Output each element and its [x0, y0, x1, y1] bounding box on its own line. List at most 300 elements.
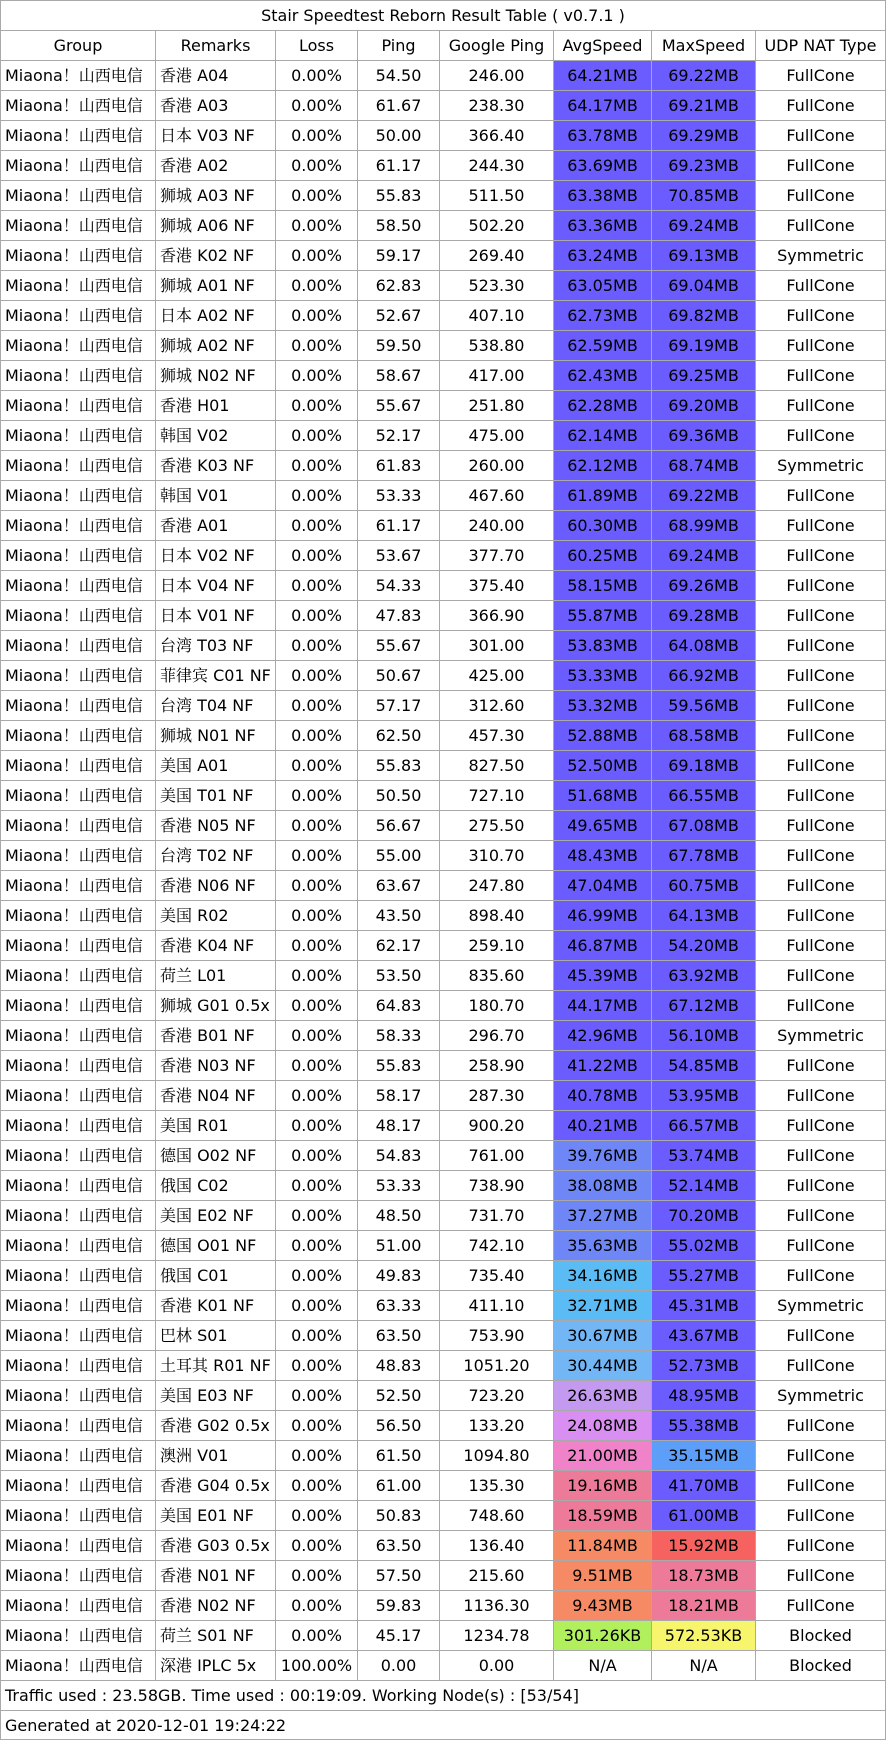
- cell-group: Miaona！山西电信: [1, 1321, 156, 1350]
- cell-google-ping: 244.30: [440, 151, 554, 180]
- cell-remarks: 狮城 N01 NF: [156, 721, 276, 750]
- cell-udp-nat-type: FullCone: [786, 876, 855, 895]
- cell-avg-speed: 301.26KB: [554, 1621, 652, 1650]
- cell-google-ping: 407.10: [440, 301, 554, 330]
- cell-group: Miaona！山西电信: [1, 721, 156, 750]
- cell-google-ping: 425.00: [440, 661, 554, 690]
- cell-loss: 0.00%: [276, 1111, 358, 1140]
- table-row: [1, 871, 885, 901]
- cell-max-speed: 56.10MB: [652, 1021, 756, 1050]
- cell-avg-speed: 63.36MB: [554, 211, 652, 240]
- header-avg-speed: AvgSpeed: [554, 31, 652, 60]
- table-row: [1, 1531, 885, 1561]
- cell-group: Miaona！山西电信: [1, 1141, 156, 1170]
- cell-ping: 61.50: [358, 1441, 440, 1470]
- cell-group: Miaona！山西电信: [1, 1471, 156, 1500]
- cell-avg-speed: 26.63MB: [554, 1381, 652, 1410]
- cell-udp-nat-type: FullCone: [786, 606, 855, 625]
- cell-group: Miaona！山西电信: [1, 61, 156, 90]
- cell-udp-nat-type: Symmetric: [777, 1296, 864, 1315]
- cell-remarks: 韩国 V01: [156, 481, 276, 510]
- cell-ping: 45.17: [358, 1621, 440, 1650]
- header-udp-nat-type: UDP NAT Type: [764, 36, 877, 55]
- cell-google-ping: 312.60: [440, 691, 554, 720]
- cell-group: Miaona！山西电信: [1, 1501, 156, 1530]
- cell-loss: 0.00%: [276, 391, 358, 420]
- cell-remarks: 香港 K03 NF: [156, 451, 276, 480]
- cell-udp-nat-type: FullCone: [786, 1206, 855, 1225]
- cell-ping: 55.00: [358, 841, 440, 870]
- cell-google-ping: 275.50: [440, 811, 554, 840]
- cell-google-ping: 260.00: [440, 451, 554, 480]
- cell-group: Miaona！山西电信: [1, 1021, 156, 1050]
- cell-max-speed: 54.85MB: [652, 1051, 756, 1080]
- cell-avg-speed: 49.65MB: [554, 811, 652, 840]
- cell-remarks: 狮城 A01 NF: [156, 271, 276, 300]
- cell-ping: 55.83: [358, 181, 440, 210]
- header-max-speed: MaxSpeed: [652, 31, 756, 60]
- cell-max-speed: 55.02MB: [652, 1231, 756, 1260]
- cell-remarks: 香港 A03: [156, 91, 276, 120]
- cell-group: Miaona！山西电信: [1, 91, 156, 120]
- cell-ping: 57.50: [358, 1561, 440, 1590]
- cell-loss: 0.00%: [276, 1411, 358, 1440]
- cell-max-speed: 48.95MB: [652, 1381, 756, 1410]
- cell-udp-nat-type: FullCone: [786, 546, 855, 565]
- cell-loss: 0.00%: [276, 1441, 358, 1470]
- cell-google-ping: 240.00: [440, 511, 554, 540]
- cell-google-ping: 246.00: [440, 61, 554, 90]
- cell-remarks: 台湾 T04 NF: [156, 691, 276, 720]
- cell-remarks: 日本 V03 NF: [156, 121, 276, 150]
- cell-loss: 0.00%: [276, 901, 358, 930]
- cell-max-speed: 63.92MB: [652, 961, 756, 990]
- table-row: [1, 1501, 885, 1531]
- table-row: [1, 691, 885, 721]
- cell-google-ping: 247.80: [440, 871, 554, 900]
- cell-google-ping: 180.70: [440, 991, 554, 1020]
- cell-max-speed: 54.20MB: [652, 931, 756, 960]
- table-row: [1, 1081, 885, 1111]
- cell-udp-nat-type: FullCone: [786, 666, 855, 685]
- cell-remarks: 香港 N06 NF: [156, 871, 276, 900]
- cell-udp-nat-type: Blocked: [789, 1656, 852, 1675]
- cell-avg-speed: 19.16MB: [554, 1471, 652, 1500]
- cell-loss: 0.00%: [276, 511, 358, 540]
- cell-google-ping: 238.30: [440, 91, 554, 120]
- traffic-summary: Traffic used : 23.58GB. Time used : 00:19:09. Working Node(s) : [53/54]: [5, 1686, 579, 1705]
- cell-max-speed: 61.00MB: [652, 1501, 756, 1530]
- header-row: [1, 31, 885, 61]
- cell-group: Miaona！山西电信: [1, 1531, 156, 1560]
- cell-udp-nat-type: FullCone: [786, 1566, 855, 1585]
- cell-group: Miaona！山西电信: [1, 481, 156, 510]
- cell-udp-nat-type: FullCone: [786, 846, 855, 865]
- cell-google-ping: 900.20: [440, 1111, 554, 1140]
- cell-ping: 61.00: [358, 1471, 440, 1500]
- cell-google-ping: 301.00: [440, 631, 554, 660]
- cell-avg-speed: 35.63MB: [554, 1231, 652, 1260]
- cell-ping: 59.17: [358, 241, 440, 270]
- header-group: Group: [1, 31, 156, 60]
- cell-ping: 52.17: [358, 421, 440, 450]
- cell-google-ping: 735.40: [440, 1261, 554, 1290]
- cell-group: Miaona！山西电信: [1, 931, 156, 960]
- table-row: [1, 421, 885, 451]
- cell-ping: 52.50: [358, 1381, 440, 1410]
- cell-udp-nat-type: Symmetric: [777, 1386, 864, 1405]
- cell-remarks: 荷兰 S01 NF: [156, 1621, 276, 1650]
- cell-group: Miaona！山西电信: [1, 1111, 156, 1140]
- table-row: [1, 1651, 885, 1681]
- cell-udp-nat-type: FullCone: [786, 1236, 855, 1255]
- cell-loss: 0.00%: [276, 1561, 358, 1590]
- table-row: [1, 1621, 885, 1651]
- cell-avg-speed: 62.14MB: [554, 421, 652, 450]
- cell-loss: 0.00%: [276, 1291, 358, 1320]
- cell-udp-nat-type: Symmetric: [777, 456, 864, 475]
- cell-remarks: 美国 E01 NF: [156, 1501, 276, 1530]
- table-row: [1, 1441, 885, 1471]
- cell-remarks: 狮城 A02 NF: [156, 331, 276, 360]
- cell-remarks: 香港 N03 NF: [156, 1051, 276, 1080]
- cell-group: Miaona！山西电信: [1, 271, 156, 300]
- cell-group: Miaona！山西电信: [1, 1351, 156, 1380]
- cell-avg-speed: 30.44MB: [554, 1351, 652, 1380]
- cell-remarks: 土耳其 R01 NF: [156, 1351, 276, 1380]
- cell-group: Miaona！山西电信: [1, 421, 156, 450]
- cell-remarks: 台湾 T03 NF: [156, 631, 276, 660]
- cell-loss: 0.00%: [276, 1471, 358, 1500]
- cell-max-speed: 70.85MB: [652, 181, 756, 210]
- cell-udp-nat-type: FullCone: [786, 966, 855, 985]
- cell-max-speed: 68.58MB: [652, 721, 756, 750]
- cell-google-ping: 0.00: [440, 1651, 554, 1680]
- cell-avg-speed: 62.59MB: [554, 331, 652, 360]
- cell-max-speed: 52.14MB: [652, 1171, 756, 1200]
- cell-ping: 56.50: [358, 1411, 440, 1440]
- cell-avg-speed: 58.15MB: [554, 571, 652, 600]
- cell-loss: 0.00%: [276, 751, 358, 780]
- cell-udp-nat-type: FullCone: [786, 1176, 855, 1195]
- table-row: [1, 781, 885, 811]
- cell-google-ping: 366.90: [440, 601, 554, 630]
- cell-remarks: 俄国 C02: [156, 1171, 276, 1200]
- cell-loss: 0.00%: [276, 1021, 358, 1050]
- cell-ping: 62.83: [358, 271, 440, 300]
- cell-max-speed: 64.13MB: [652, 901, 756, 930]
- cell-remarks: 深港 IPLC 5x: [156, 1651, 276, 1680]
- cell-loss: 0.00%: [276, 1081, 358, 1110]
- cell-udp-nat-type: FullCone: [786, 186, 855, 205]
- cell-google-ping: 1234.78: [440, 1621, 554, 1650]
- cell-max-speed: 60.75MB: [652, 871, 756, 900]
- table-row: [1, 721, 885, 751]
- cell-ping: 61.67: [358, 91, 440, 120]
- cell-google-ping: 898.40: [440, 901, 554, 930]
- cell-loss: 0.00%: [276, 661, 358, 690]
- cell-ping: 54.83: [358, 1141, 440, 1170]
- cell-group: Miaona！山西电信: [1, 691, 156, 720]
- cell-group: Miaona！山西电信: [1, 331, 156, 360]
- cell-group: Miaona！山西电信: [1, 541, 156, 570]
- cell-group: Miaona！山西电信: [1, 661, 156, 690]
- cell-group: Miaona！山西电信: [1, 211, 156, 240]
- cell-ping: 63.50: [358, 1531, 440, 1560]
- cell-loss: 0.00%: [276, 121, 358, 150]
- cell-avg-speed: 64.17MB: [554, 91, 652, 120]
- cell-remarks: 美国 E02 NF: [156, 1201, 276, 1230]
- table-row: [1, 271, 885, 301]
- cell-avg-speed: 34.16MB: [554, 1261, 652, 1290]
- cell-max-speed: 15.92MB: [652, 1531, 756, 1560]
- cell-loss: 0.00%: [276, 481, 358, 510]
- cell-ping: 63.33: [358, 1291, 440, 1320]
- cell-remarks: 香港 N01 NF: [156, 1561, 276, 1590]
- cell-group: Miaona！山西电信: [1, 751, 156, 780]
- cell-udp-nat-type: FullCone: [786, 816, 855, 835]
- cell-ping: 55.67: [358, 391, 440, 420]
- cell-group: Miaona！山西电信: [1, 301, 156, 330]
- cell-max-speed: 67.12MB: [652, 991, 756, 1020]
- cell-loss: 0.00%: [276, 1051, 358, 1080]
- cell-loss: 0.00%: [276, 1171, 358, 1200]
- cell-max-speed: 66.57MB: [652, 1111, 756, 1140]
- traffic-row: [1, 1681, 885, 1711]
- cell-avg-speed: 40.78MB: [554, 1081, 652, 1110]
- table-row: [1, 1141, 885, 1171]
- table-row: [1, 121, 885, 151]
- table-row: [1, 901, 885, 931]
- cell-loss: 0.00%: [276, 1501, 358, 1530]
- cell-ping: 62.50: [358, 721, 440, 750]
- cell-remarks: 日本 V01 NF: [156, 601, 276, 630]
- cell-avg-speed: 18.59MB: [554, 1501, 652, 1530]
- table-row: [1, 631, 885, 661]
- cell-udp-nat-type: Symmetric: [777, 1026, 864, 1045]
- cell-remarks: 德国 O02 NF: [156, 1141, 276, 1170]
- cell-google-ping: 135.30: [440, 1471, 554, 1500]
- cell-udp-nat-type: FullCone: [786, 936, 855, 955]
- cell-max-speed: 69.13MB: [652, 241, 756, 270]
- cell-ping: 63.67: [358, 871, 440, 900]
- cell-avg-speed: 48.43MB: [554, 841, 652, 870]
- cell-loss: 0.00%: [276, 271, 358, 300]
- cell-max-speed: 69.19MB: [652, 331, 756, 360]
- cell-ping: 49.83: [358, 1261, 440, 1290]
- cell-loss: 0.00%: [276, 181, 358, 210]
- cell-loss: 0.00%: [276, 541, 358, 570]
- cell-remarks: 香港 N02 NF: [156, 1591, 276, 1620]
- cell-remarks: 狮城 N02 NF: [156, 361, 276, 390]
- cell-ping: 55.83: [358, 751, 440, 780]
- cell-avg-speed: 47.04MB: [554, 871, 652, 900]
- cell-max-speed: 572.53KB: [652, 1621, 756, 1650]
- cell-ping: 48.17: [358, 1111, 440, 1140]
- cell-group: Miaona！山西电信: [1, 1381, 156, 1410]
- cell-ping: 43.50: [358, 901, 440, 930]
- cell-group: Miaona！山西电信: [1, 571, 156, 600]
- cell-loss: 0.00%: [276, 241, 358, 270]
- cell-avg-speed: 21.00MB: [554, 1441, 652, 1470]
- cell-group: Miaona！山西电信: [1, 901, 156, 930]
- cell-udp-nat-type: FullCone: [786, 366, 855, 385]
- cell-udp-nat-type: FullCone: [786, 906, 855, 925]
- cell-remarks: 狮城 A03 NF: [156, 181, 276, 210]
- cell-loss: 0.00%: [276, 1231, 358, 1260]
- cell-ping: 53.50: [358, 961, 440, 990]
- cell-remarks: 香港 K02 NF: [156, 241, 276, 270]
- cell-group: Miaona！山西电信: [1, 1441, 156, 1470]
- cell-ping: 55.83: [358, 1051, 440, 1080]
- cell-max-speed: 66.92MB: [652, 661, 756, 690]
- cell-avg-speed: 30.67MB: [554, 1321, 652, 1350]
- cell-max-speed: 69.28MB: [652, 601, 756, 630]
- cell-udp-nat-type: FullCone: [786, 126, 855, 145]
- cell-loss: 0.00%: [276, 1261, 358, 1290]
- table-row: [1, 1021, 885, 1051]
- cell-ping: 58.67: [358, 361, 440, 390]
- cell-google-ping: 727.10: [440, 781, 554, 810]
- cell-loss: 0.00%: [276, 811, 358, 840]
- cell-avg-speed: 41.22MB: [554, 1051, 652, 1080]
- cell-ping: 57.17: [358, 691, 440, 720]
- cell-loss: 0.00%: [276, 1591, 358, 1620]
- cell-udp-nat-type: FullCone: [786, 1266, 855, 1285]
- cell-avg-speed: 62.12MB: [554, 451, 652, 480]
- cell-avg-speed: 45.39MB: [554, 961, 652, 990]
- cell-remarks: 香港 K01 NF: [156, 1291, 276, 1320]
- cell-group: Miaona！山西电信: [1, 511, 156, 540]
- cell-group: Miaona！山西电信: [1, 841, 156, 870]
- cell-google-ping: 375.40: [440, 571, 554, 600]
- cell-google-ping: 377.70: [440, 541, 554, 570]
- cell-udp-nat-type: FullCone: [786, 756, 855, 775]
- cell-avg-speed: 61.89MB: [554, 481, 652, 510]
- cell-group: Miaona！山西电信: [1, 1621, 156, 1650]
- table-row: [1, 1051, 885, 1081]
- cell-avg-speed: 39.76MB: [554, 1141, 652, 1170]
- table-row: [1, 661, 885, 691]
- table-row: [1, 541, 885, 571]
- cell-ping: 58.17: [358, 1081, 440, 1110]
- cell-avg-speed: 24.08MB: [554, 1411, 652, 1440]
- cell-avg-speed: 63.38MB: [554, 181, 652, 210]
- cell-google-ping: 523.30: [440, 271, 554, 300]
- cell-loss: 0.00%: [276, 91, 358, 120]
- cell-udp-nat-type: FullCone: [786, 696, 855, 715]
- cell-google-ping: 259.10: [440, 931, 554, 960]
- cell-google-ping: 417.00: [440, 361, 554, 390]
- cell-google-ping: 827.50: [440, 751, 554, 780]
- cell-remarks: 香港 G02 0.5x: [156, 1411, 276, 1440]
- cell-loss: 0.00%: [276, 151, 358, 180]
- cell-ping: 61.17: [358, 151, 440, 180]
- cell-avg-speed: 51.68MB: [554, 781, 652, 810]
- table-row: [1, 91, 885, 121]
- cell-ping: 0.00: [358, 1651, 440, 1680]
- cell-ping: 51.00: [358, 1231, 440, 1260]
- cell-ping: 52.67: [358, 301, 440, 330]
- cell-google-ping: 310.70: [440, 841, 554, 870]
- cell-ping: 50.00: [358, 121, 440, 150]
- cell-group: Miaona！山西电信: [1, 871, 156, 900]
- cell-max-speed: 69.18MB: [652, 751, 756, 780]
- table-row: [1, 181, 885, 211]
- cell-udp-nat-type: FullCone: [786, 786, 855, 805]
- table-row: [1, 811, 885, 841]
- cell-group: Miaona！山西电信: [1, 391, 156, 420]
- cell-remarks: 香港 K04 NF: [156, 931, 276, 960]
- table-row: [1, 841, 885, 871]
- cell-group: Miaona！山西电信: [1, 1561, 156, 1590]
- cell-google-ping: 731.70: [440, 1201, 554, 1230]
- cell-remarks: 台湾 T02 NF: [156, 841, 276, 870]
- cell-max-speed: 67.78MB: [652, 841, 756, 870]
- cell-ping: 54.50: [358, 61, 440, 90]
- cell-loss: 0.00%: [276, 451, 358, 480]
- cell-max-speed: 35.15MB: [652, 1441, 756, 1470]
- cell-avg-speed: 63.69MB: [554, 151, 652, 180]
- cell-max-speed: 69.24MB: [652, 211, 756, 240]
- cell-remarks: 俄国 C01: [156, 1261, 276, 1290]
- table-row: [1, 1291, 885, 1321]
- cell-avg-speed: 63.24MB: [554, 241, 652, 270]
- cell-loss: 100.00%: [276, 1651, 358, 1680]
- cell-group: Miaona！山西电信: [1, 121, 156, 150]
- cell-remarks: 巴林 S01: [156, 1321, 276, 1350]
- cell-udp-nat-type: FullCone: [786, 1356, 855, 1375]
- cell-ping: 64.83: [358, 991, 440, 1020]
- cell-remarks: 日本 V02 NF: [156, 541, 276, 570]
- cell-max-speed: 69.25MB: [652, 361, 756, 390]
- cell-avg-speed: 60.25MB: [554, 541, 652, 570]
- cell-udp-nat-type: FullCone: [786, 996, 855, 1015]
- cell-remarks: 香港 A01: [156, 511, 276, 540]
- cell-ping: 53.33: [358, 481, 440, 510]
- cell-remarks: 狮城 A06 NF: [156, 211, 276, 240]
- cell-max-speed: 66.55MB: [652, 781, 756, 810]
- header-ping: Ping: [358, 31, 440, 60]
- table-row: [1, 1591, 885, 1621]
- cell-google-ping: 136.40: [440, 1531, 554, 1560]
- cell-udp-nat-type: FullCone: [786, 1446, 855, 1465]
- cell-max-speed: 69.82MB: [652, 301, 756, 330]
- table-row: [1, 1111, 885, 1141]
- cell-google-ping: 133.20: [440, 1411, 554, 1440]
- table-body: [1, 61, 885, 1681]
- cell-avg-speed: 46.99MB: [554, 901, 652, 930]
- cell-group: Miaona！山西电信: [1, 961, 156, 990]
- cell-ping: 53.67: [358, 541, 440, 570]
- cell-group: Miaona！山西电信: [1, 1651, 156, 1680]
- table-row: [1, 331, 885, 361]
- cell-loss: 0.00%: [276, 1321, 358, 1350]
- cell-google-ping: 835.60: [440, 961, 554, 990]
- cell-google-ping: 215.60: [440, 1561, 554, 1590]
- cell-remarks: 日本 V04 NF: [156, 571, 276, 600]
- cell-udp-nat-type: FullCone: [786, 216, 855, 235]
- cell-group: Miaona！山西电信: [1, 1171, 156, 1200]
- cell-loss: 0.00%: [276, 601, 358, 630]
- cell-ping: 63.50: [358, 1321, 440, 1350]
- table-row: [1, 391, 885, 421]
- cell-ping: 48.83: [358, 1351, 440, 1380]
- cell-group: Miaona！山西电信: [1, 781, 156, 810]
- cell-avg-speed: 55.87MB: [554, 601, 652, 630]
- cell-loss: 0.00%: [276, 1351, 358, 1380]
- cell-max-speed: 70.20MB: [652, 1201, 756, 1230]
